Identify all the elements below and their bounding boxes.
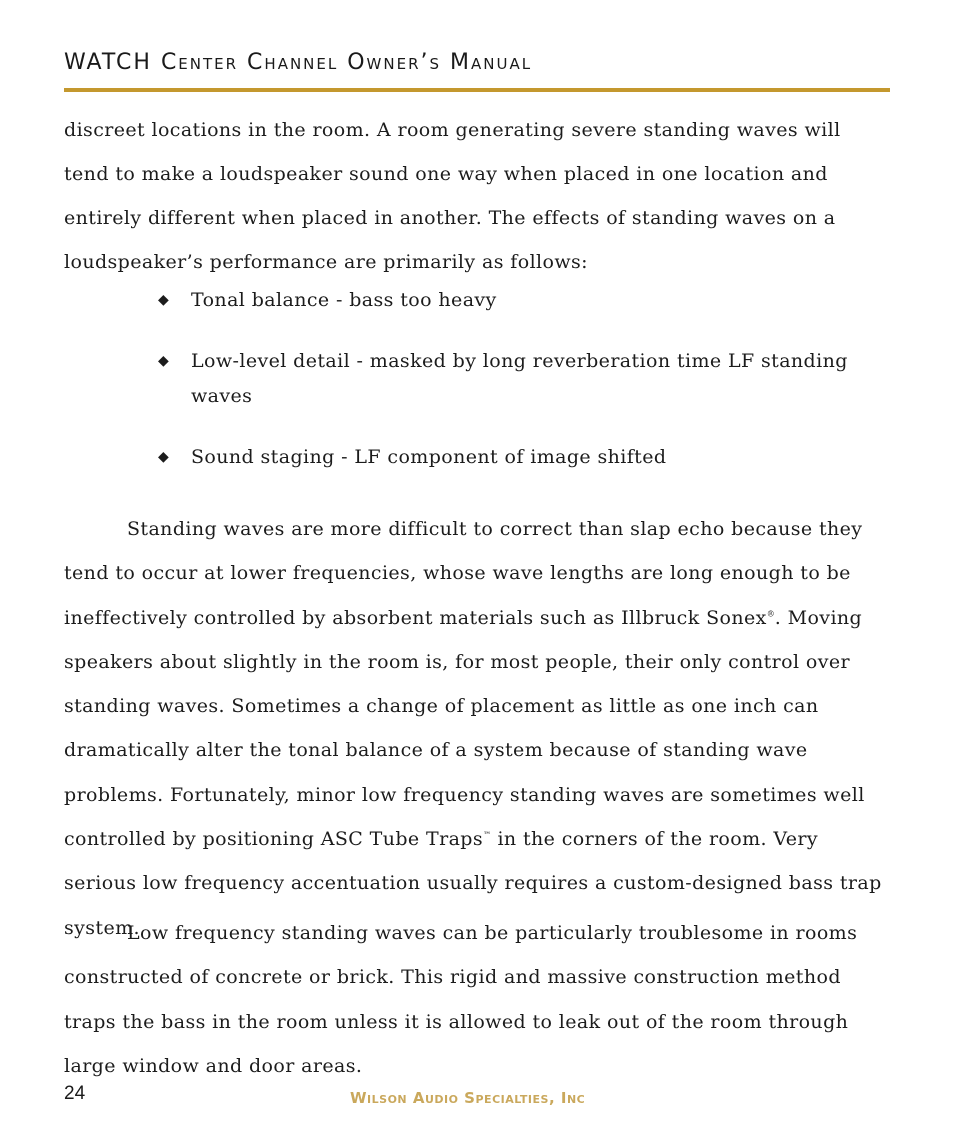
running-header: WATCH Center Channel Owner’s Manual bbox=[64, 50, 533, 75]
paragraph-2-part-3: in the corners of the room. Very serious low frequency accentuation usually requires a custom-designed bass trap system. bbox=[64, 828, 882, 939]
effects-list bbox=[64, 283, 890, 475]
bullet-icon: ◆ bbox=[158, 449, 170, 465]
list-item bbox=[64, 344, 890, 414]
list-item-text: Tonal balance - bass too heavy bbox=[191, 289, 497, 311]
registered-mark: ® bbox=[766, 609, 775, 619]
trademark-mark: ™ bbox=[483, 830, 492, 840]
bullet-icon: ◆ bbox=[158, 353, 170, 369]
header-divider bbox=[64, 88, 890, 92]
page-number: 24 bbox=[64, 1083, 86, 1104]
list-item bbox=[64, 283, 890, 318]
paragraph-2 bbox=[64, 507, 890, 950]
list-item-text: Sound staging - LF component of image shifted bbox=[191, 446, 667, 468]
list-item bbox=[64, 440, 890, 475]
paragraph-1: discreet locations in the room. A room generating severe standing waves will tend to make a loudspeaker sound one way when placed in one location and entirely different when placed in another. The effects of standing waves on a loudspeaker’s performance are primarily as follows: bbox=[64, 119, 841, 273]
paragraph-2-part-2: . Moving speakers about slightly in the room is, for most people, their only control over standing waves. Sometimes a change of placement as little as one inch can dramatically alter the tonal balance of a system because of standing wave problems. Fortunately, minor low frequency standing waves are sometimes well controlled by positioning ASC Tube Traps bbox=[64, 606, 865, 851]
bullet-icon: ◆ bbox=[158, 292, 170, 308]
paragraph-3: Low frequency standing waves can be particularly troublesome in rooms constructed of concrete or brick. This rigid and massive construction method traps the bass in the room unless it is allowed to leak out of the room through large window and door areas. bbox=[64, 922, 858, 1077]
footer-company-name: Wilson Audio Specialties, Inc bbox=[350, 1089, 586, 1107]
list-item-text: Low-level detail - masked by long reverberation time LF standing waves bbox=[191, 350, 848, 407]
paragraph-2-part-1: Standing waves are more difficult to correct than slap echo because they tend to occur at lower frequencies, whose wave lengths are long enough to be ineffectively controlled by absorbent materials such as Illbruck Sonex bbox=[64, 518, 863, 629]
